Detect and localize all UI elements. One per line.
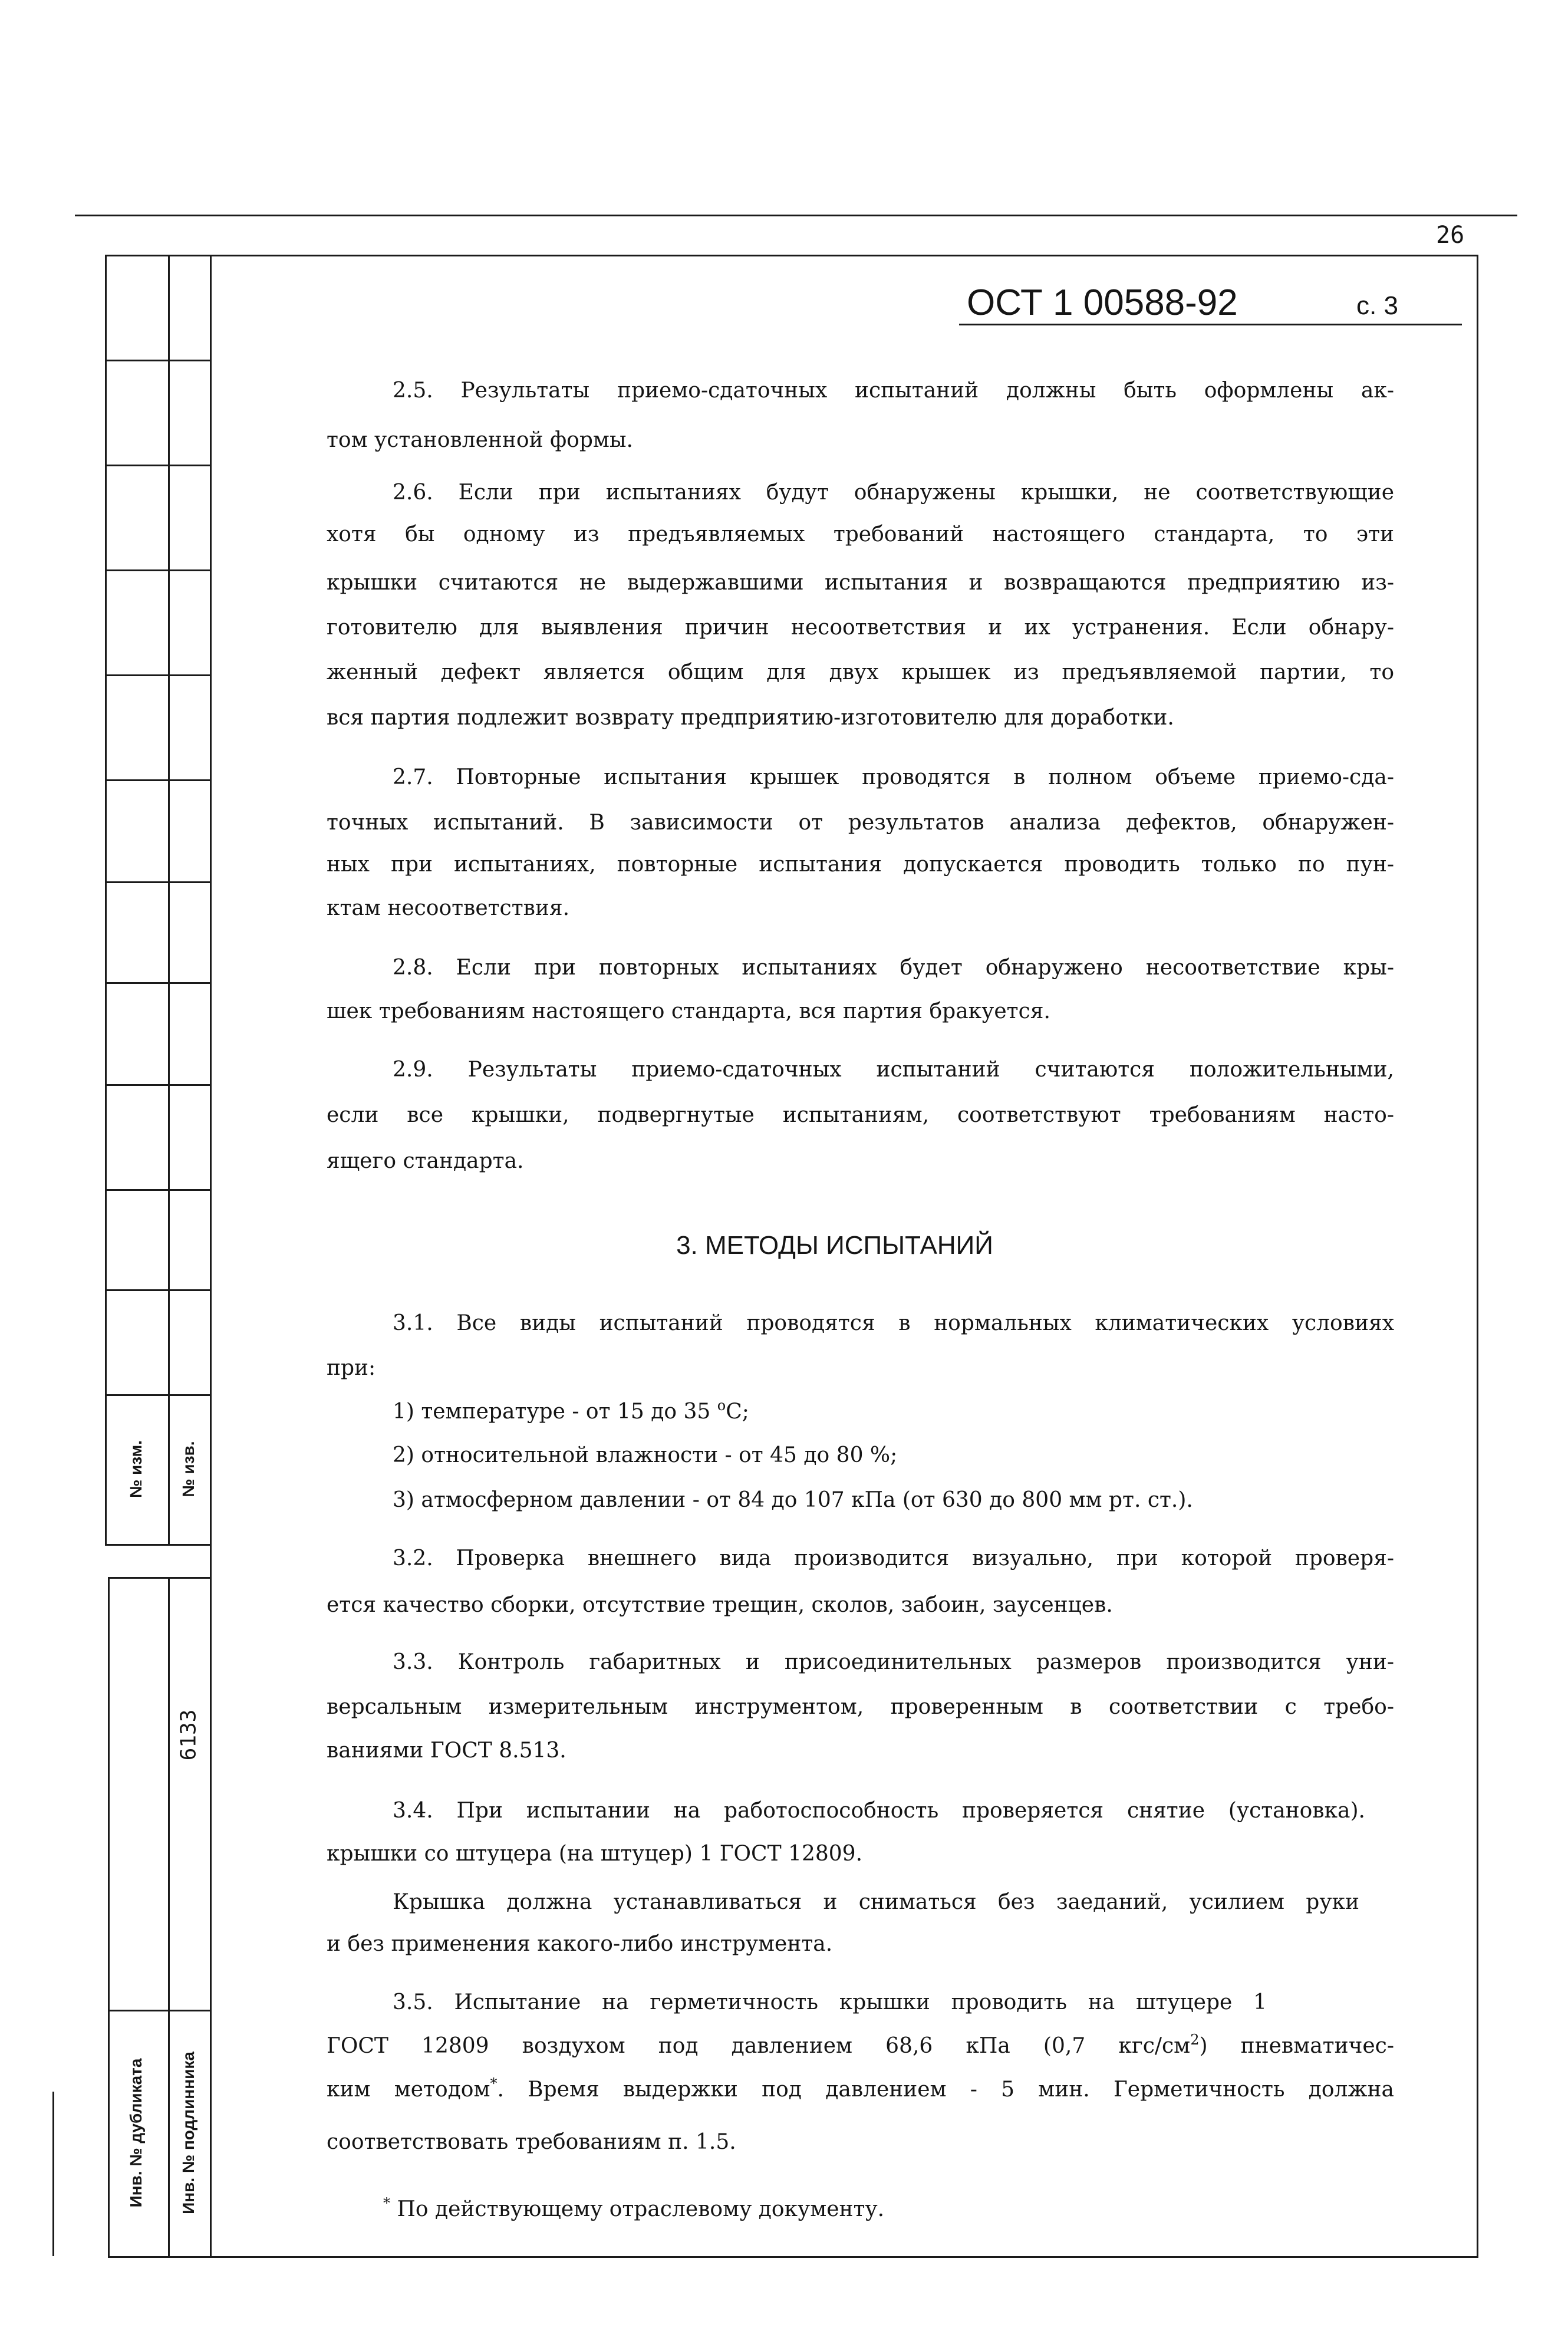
strip-divider — [105, 674, 211, 676]
original-inventory-number: 6133 — [176, 1709, 201, 1761]
paragraph-3-3-line: ваниями ГОСТ 8.513. — [327, 1739, 566, 1763]
strip-divider — [105, 1289, 211, 1291]
document-code: ОСТ 1 00588-92 — [967, 282, 1238, 323]
frame-top — [105, 255, 1478, 256]
paragraph-2-6-line: крышки считаются не выдержавшими испытания и возвращаются предприятию из- — [327, 571, 1394, 595]
strip-divider — [105, 881, 211, 883]
paragraph-2-7-line: ктам несоответствия. — [327, 896, 570, 920]
paragraph-2-6-line: вся партия подлежит возврату предприятию-изготовителю для доработки. — [327, 706, 1174, 730]
section-3-title: 3. МЕТОДЫ ИСПЫТАНИЙ — [676, 1231, 993, 1260]
strip-divider — [105, 982, 211, 984]
paragraph-3-2-line: 3.2. Проверка внешнего вида производится визуально, при которой проверя- — [393, 1546, 1394, 1570]
paragraph-2-5-line: 2.5. Результаты приемо-сдаточных испытаний должны быть оформлены ак- — [393, 378, 1394, 403]
condition-text: С; — [726, 1400, 749, 1424]
strip-divider — [105, 1084, 211, 1086]
paragraph-2-9-line: 2.9. Результаты приемо-сдаточных испытаний считаются положительными, — [393, 1058, 1394, 1082]
paragraph-3-4-line: 3.4. При испытании на работоспособность проверяется снятие (установка). — [393, 1799, 1365, 1823]
square-superscript: 2 — [1190, 2031, 1200, 2048]
frame-left — [210, 255, 212, 2258]
footnote-text: По действующему отраслевому документу. — [397, 2197, 885, 2221]
paragraph-3-2-line: ется качество сборки, отсутствие трещин, сколов, забоин, заусенцев. — [327, 1593, 1113, 1617]
paragraph-3-3-line: версальным измерительным инструментом, проверенным в соответствии с требо- — [327, 1695, 1394, 1719]
strip-divider — [108, 1577, 211, 1579]
paragraph-text: ким методом — [327, 2077, 490, 2102]
top-rule — [75, 215, 1517, 216]
paragraph-2-5-line: том установленной формы. — [327, 428, 633, 452]
change-number-label: № изм. — [127, 1440, 145, 1498]
page-number: 26 — [1436, 222, 1465, 249]
paragraph-3-4b-line: Крышка должна устанавливаться и сниматься без заеданий, усилием руки — [393, 1890, 1359, 1914]
paragraph-3-5-line: 3.5. Испытание на герметичность крышки проводить на штуцере 1 — [393, 1990, 1267, 2014]
strip-lower-outer-line — [108, 1577, 110, 2258]
paragraph-3-1-line: при: — [327, 1356, 376, 1380]
strip-divider — [105, 569, 211, 571]
duplicate-inventory-label: Инв. № дубликата — [127, 2058, 145, 2208]
paragraph-2-7-line: 2.7. Повторные испытания крышек проводятся в полном объеме приемо-сда- — [393, 765, 1394, 789]
notice-number-label: № изв. — [179, 1441, 197, 1497]
frame-right — [1477, 255, 1478, 2258]
paragraph-text: . Время выдержки под давлением - 5 мин. Герметичность должна — [497, 2077, 1395, 2102]
strip-divider — [105, 779, 211, 781]
paragraph-3-5-line — [327, 2031, 1394, 2061]
paragraph-2-6-line: женный дефект является общим для двух крышек из предъявляемой партии, то — [327, 660, 1394, 684]
condition-item-pressure: 3) атмосферном давлении - от 84 до 107 кПа (от 630 до 800 мм рт. ст.). — [393, 1488, 1193, 1512]
frame-bottom — [108, 2256, 1478, 2258]
strip-divider — [108, 2010, 211, 2011]
strip-divider — [105, 1189, 211, 1191]
degree-superscript: о — [717, 1397, 726, 1414]
strip-divider — [105, 465, 211, 466]
condition-item-temperature — [393, 1397, 749, 1427]
paragraph-2-8-line: 2.8. Если при повторных испытаниях будет обнаружено несоответствие кры- — [393, 956, 1394, 980]
strip-divider — [105, 360, 211, 361]
paragraph-3-5-line: соответствовать требованиям п. 1.5. — [327, 2130, 736, 2154]
condition-text: 1) температуре - от 15 до 35 — [393, 1400, 717, 1424]
margin-mark — [52, 2092, 54, 2256]
footnote-mark: * — [383, 2195, 390, 2211]
paragraph-2-8-line: шек требованиям настоящего стандарта, вся партия бракуется. — [327, 999, 1050, 1023]
paragraph-3-1-line: 3.1. Все виды испытаний проводятся в нормальных климатических условиях — [393, 1311, 1394, 1335]
paragraph-3-4-line: крышки со штуцера (на штуцер) 1 ГОСТ 12809. — [327, 1842, 863, 1866]
paragraph-2-9-line: если все крышки, подвергнутые испытаниям, соответствуют требованиям насто- — [327, 1103, 1394, 1127]
paragraph-2-7-line: точных испытаний. В зависимости от результатов анализа дефектов, обнаружен- — [327, 811, 1394, 835]
paragraph-text: ГОСТ 12809 воздухом под давлением 68,6 кПа (0,7 кгс/см — [327, 2034, 1191, 2058]
paragraph-text: ) пневматичес- — [1199, 2034, 1395, 2058]
paragraph-2-6-line: хотя бы одному из предъявляемых требований настоящего стандарта, то эти — [327, 522, 1394, 546]
strip-lower-inner-line — [168, 1577, 170, 2258]
original-inventory-label: Инв. № подлинника — [179, 2052, 197, 2214]
page-reference: с. 3 — [1356, 291, 1398, 320]
strip-outer-line — [105, 255, 107, 1546]
paragraph-2-9-line: ящего стандарта. — [327, 1149, 524, 1173]
paragraph-3-5-line — [327, 2075, 1394, 2105]
paragraph-2-6-line: 2.6. Если при испытаниях будут обнаружены крышки, не соответствующие — [393, 480, 1394, 505]
paragraph-3-3-line: 3.3. Контроль габаритных и присоединительных размеров производится уни- — [393, 1650, 1394, 1674]
strip-divider — [105, 1394, 211, 1396]
header-underline — [959, 324, 1462, 325]
condition-item-humidity: 2) относительной влажности - от 45 до 80 %; — [393, 1443, 898, 1467]
paragraph-3-4b-line: и без применения какого-либо инструмента. — [327, 1932, 833, 1956]
strip-divider — [105, 1544, 211, 1546]
footnote — [383, 2195, 884, 2224]
footnote-mark: * — [490, 2075, 498, 2092]
strip-inner-line — [168, 255, 170, 1546]
paragraph-2-6-line: готовителю для выявления причин несоответствия и их устранения. Если обнару- — [327, 615, 1394, 640]
paragraph-2-7-line: ных при испытаниях, повторные испытания допускается проводить только по пун- — [327, 852, 1394, 877]
